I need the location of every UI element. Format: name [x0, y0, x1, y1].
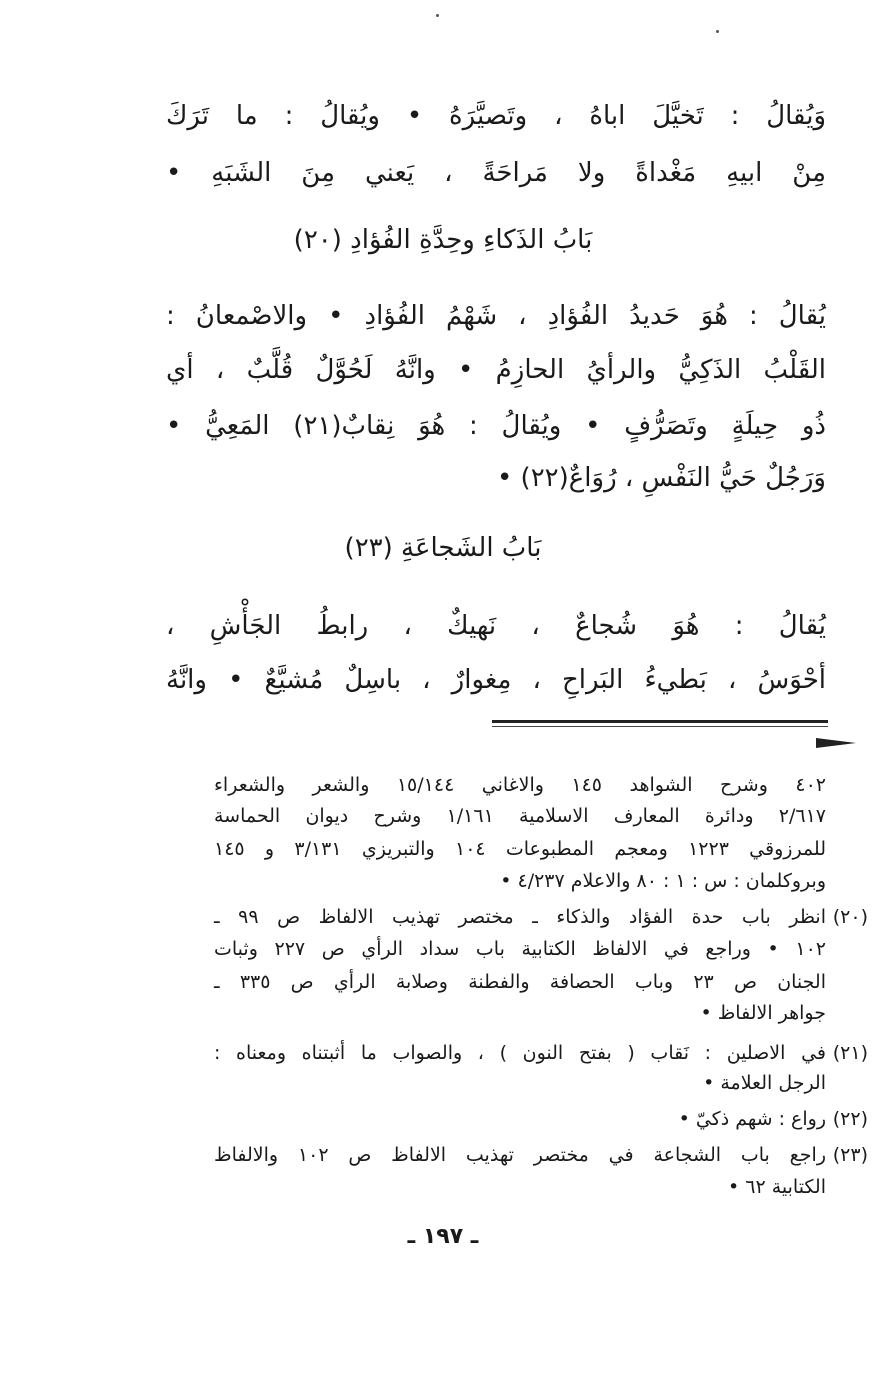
section-heading: بَابُ الشَجاعَةِ (٢٣): [344, 533, 542, 563]
footnote-line: الرجل العلامة •: [703, 1072, 826, 1094]
footnote-line: راجع باب الشجاعة في مختصر تهذيب الالفاظ ص ١٠٢ والالفاظ: [214, 1144, 826, 1166]
footnote-number: (٢٣): [832, 1144, 868, 1166]
separator-arrow-ornament: [816, 738, 856, 748]
body-line: وَرَجُلٌ حَيُّ النَفْسِ ، رُوَاعٌ(٢٢) •: [496, 463, 826, 493]
footnote-line: ١٠٢ • وراجع في الالفاظ الكتابية باب سداد الرأي ص ٢٢٧ وثبات: [214, 938, 826, 960]
scan-speck: [436, 14, 439, 17]
footnote-line: رواع : شهم ذكيّ •: [678, 1108, 826, 1130]
footnote-line: ٢/٦١٧ ودائرة المعارف الاسلامية ١/١٦١ وشرح ديوان الحماسة: [214, 805, 826, 827]
body-line: مِنْ ابيهِ مَغْداةً ولا مَراحَةً ، يَعني مِنَ الشَبَهِ •: [166, 158, 826, 188]
footnote-line: الكتابية ٦٢ •: [727, 1176, 826, 1198]
body-line: يُقالُ : هُوَ شُجاعٌ ، نَهيكٌ ، رابطُ الجَأْشِ ،: [166, 611, 826, 641]
footnote-line: جواهر الالفاظ •: [700, 1002, 826, 1024]
footnote-number: (٢٠): [832, 906, 868, 928]
body-line: ذُو حِيلَةٍ وتَصَرُّفٍ • ويُقالُ : هُوَ نِقابٌ(٢١) المَعِيُّ •: [166, 411, 826, 441]
scan-speck: [716, 30, 719, 33]
body-line: يُقالُ : هُوَ حَديدُ الفُؤادِ ، شَهْمُ الفُؤادِ • والاصْمعانُ :: [166, 301, 826, 331]
body-line: وَيُقالُ : تَخيَّلَ اباهُ ، وتَصيَّرَهُ • ويُقالُ : ما تَرَكَ: [166, 101, 826, 131]
footnote-line: للمرزوقي ١٢٢٣ ومعجم المطبوعات ١٠٤ والتبريزي ٣/١٣١ و ١٤٥: [214, 838, 826, 860]
footnote-line: في الاصلين : نَقاب ( بفتح النون ) ، والصواب ما أثبتناه ومعناه :: [214, 1042, 826, 1064]
footnote-number: (٢١): [832, 1042, 868, 1064]
section-heading: بَابُ الذَكاءِ وحِدَّةِ الفُؤادِ (٢٠): [293, 225, 593, 255]
footnote-line: وبروكلمان : س : ١ : ٨٠ والاعلام ٤/٢٣٧ •: [500, 870, 826, 892]
footnote-line: الجنان ص ٢٣ وباب الحصافة والفطنة وصلابة الرأي ص ٣٣٥ ـ: [214, 971, 827, 993]
footnote-number: (٢٢): [832, 1108, 868, 1130]
footnote-separator-thin: [492, 726, 828, 727]
page-number: ـ ١٩٧ ـ: [407, 1224, 479, 1249]
body-line: أحْوَسُ ، بَطيءُ البَراحِ ، مِغوارٌ ، باسِلٌ مُشيَّعٌ • وانَّهُ: [166, 665, 826, 695]
footnote-separator: [492, 720, 828, 723]
footnote-line: انظر باب حدة الفؤاد والذكاء ـ مختصر تهذيب الالفاظ ص ٩٩ ـ: [214, 906, 827, 928]
footnote-line: ٤٠٢ وشرح الشواهد ١٤٥ والاغاني ١٥/١٤٤ والشعر والشعراء: [214, 774, 826, 796]
body-line: القَلْبُ الذَكِيُّ والرأيُ الحازِمُ • وانَّهُ لَحُوَّلٌ قُلَّبٌ ، أي: [166, 355, 826, 385]
